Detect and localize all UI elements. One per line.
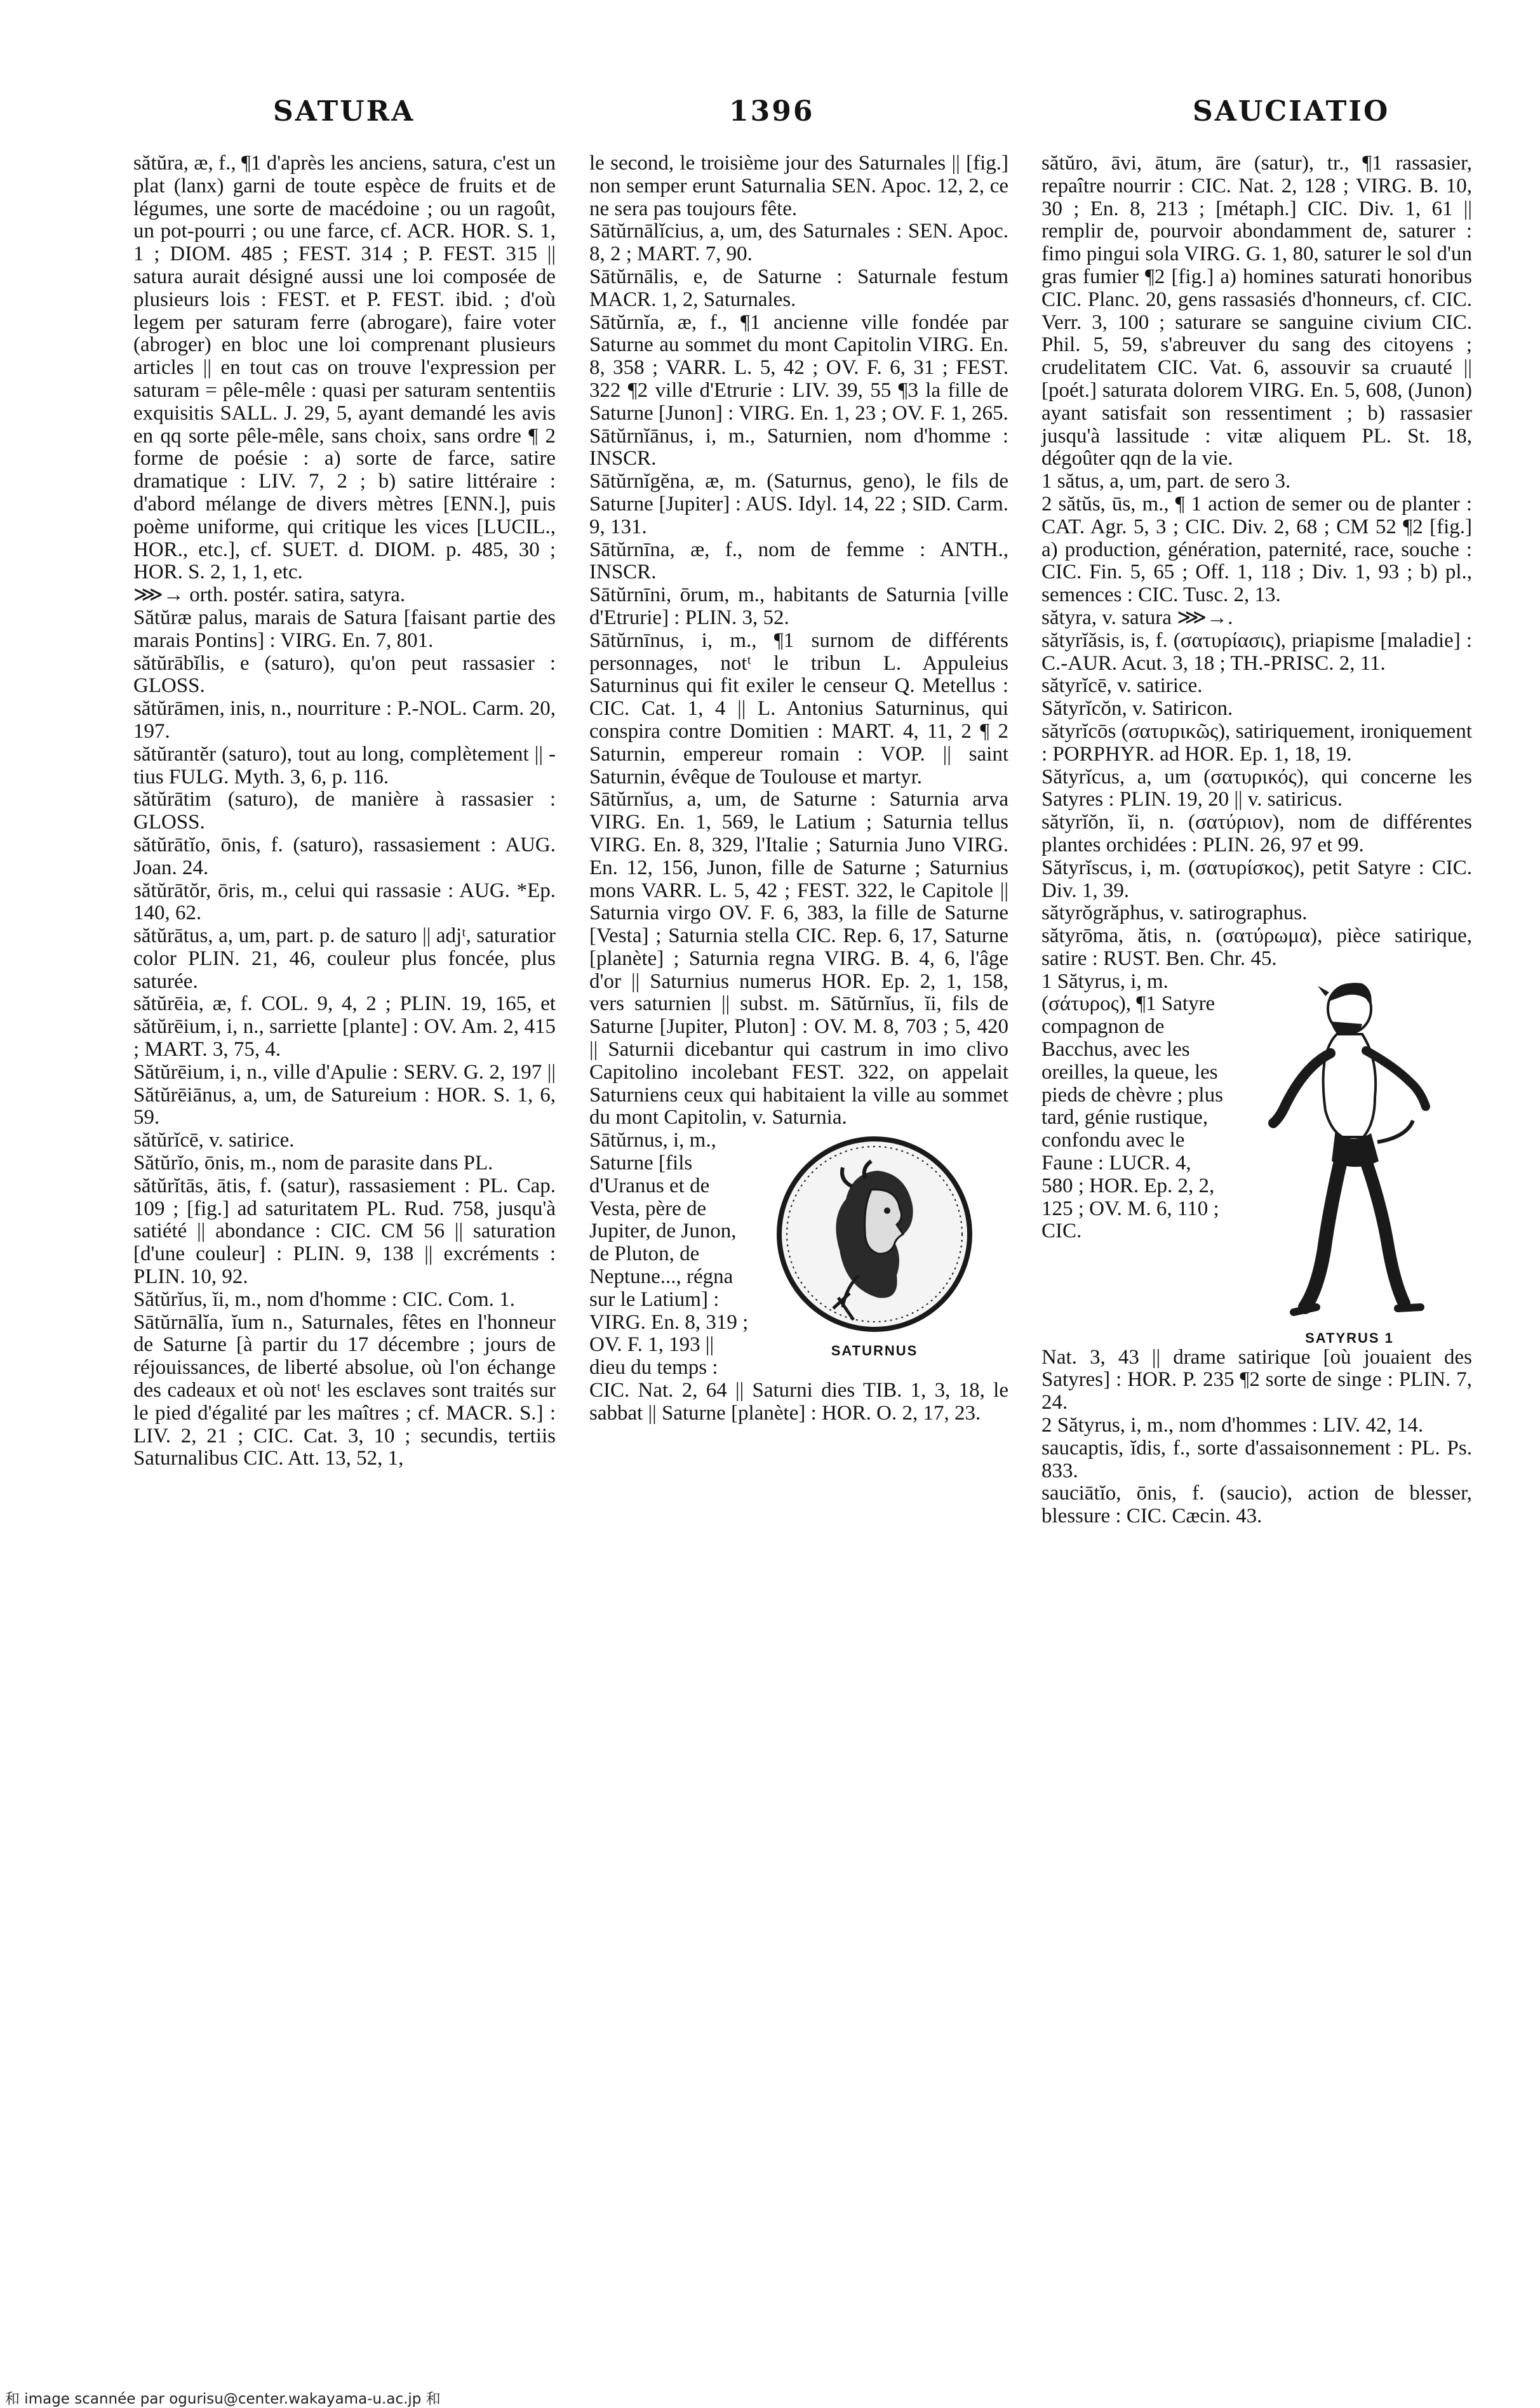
satyrus-entry-with-illustration [1041, 971, 1472, 1347]
entry-satyricos: sătyrĭcōs (σατυρικῶς), satiriquement, ironiquement : PORPHYR. ad HOR. Ep. 1, 18, 19. [1041, 719, 1472, 766]
entry-satyra: sătyra, v. satura ⋙→. [1041, 606, 1233, 629]
entry-saturninus: Sātŭrnīnus, i, m., ¶1 surnom de différents personnages, notᵗ le tribun L. Appuleius Saturninus qui fit exiler le censeur Q. Metellus : CIC. Cat. 1, 4 || L. Antonius Saturninus, qui conspira contre Domitien : MART. 4, 11, 2 ¶ 2 Saturnin, empereur romain : VOP. || saint Saturnin, évêque de Toulouse et martyr. [589, 629, 1008, 788]
entry-saturator: sătŭrātŏr, ōris, m., celui qui rassasie : AUG. *Ep. 140, 62. [133, 879, 556, 925]
entry-saturnus-cont: CIC. Nat. 2, 64 || Saturni dies TIB. 1, 3, 18, le sabbat || Saturne [planète] : HOR. O. 2, 17, 23. [589, 1379, 1008, 1425]
entry-saturnini: Sātŭrnīni, ōrum, m., habitants de Saturnia [ville d'Etrurie] : PLIN. 3, 52. [589, 583, 1008, 629]
entry-saturio: Sătŭrĭo, ōnis, m., nom de parasite dans PL. [133, 1152, 493, 1175]
column-1 [133, 152, 556, 1470]
entry-satyrice: sătyrĭcē, v. satirice. [1041, 674, 1203, 698]
entry-satyrographus: sătyrŏgrăphus, v. satirographus. [1041, 901, 1308, 925]
entry-saturo: sătŭro, āvi, ātum, āre (satur), tr., ¶1 rassasier, repaître nourrir : CIC. Nat. 2, 128 ; VIRG. B. 10, 30 ; En. 8, 213 ; [métaph.] CIC. Div. 1, 61 || remplir de, pourvoir abondamment de, saturer : fimo pingui sola VIRG. G. 1, 80, saturer le sol d'un gras fumier ¶2 [fig.] a) homines saturati honoribus CIC. Planc. 20, gens rassasiés d'honneurs, cf. CIC. Verr. 3, 100 ; saturare se sanguine civium CIC. Phil. 5, 59, s'abreuver du sang des citoyens ; crudelitatem CIC. Vat. 6, assouvir sa cruauté || [poét.] saturata dolorem VIRG. En. 5, 608, (Junon) ayant satisfait son ressentiment ; b) rassasier jusqu'à lassitude : vitæ aliquem PL. St. 18, dégoûter qqn de la vie. [1041, 152, 1472, 470]
satyrus-figure-image [1254, 971, 1445, 1326]
entry-saturatio: sătŭrātĭo, ōnis, f. (saturo), rassasiement : AUG. Joan. 24. [133, 833, 556, 879]
entry-saturamen: sătŭrāmen, inis, n., nourriture : P.-NOL. Carm. 20, 197. [133, 697, 556, 743]
saturnus-caption: SATURNUS [831, 1343, 918, 1359]
entry-saturnus: Sātŭrnus, i, m., Saturne [fils d'Uranus et de Vesta, père de Jupiter, de Junon, de Pluton, de Neptune..., régna sur le Latium] : VIRG. En. 8, 319 ; OV. F. 1, 193 || dieu du temps : [589, 1129, 749, 1380]
entry-satus-2: 2 sătŭs, ūs, m., ¶ 1 action de semer ou de planter : CAT. Agr. 5, 3 ; CIC. Div. 2, 68 ; CM 52 ¶2 [fig.] a) production, génération, paternité, race, souche : CIC. Fin. 5, 65 ; Off. 1, 118 ; Div. 1, 93 ; b) pl., semences : CIC. Tusc. 2, 13. [1041, 492, 1472, 607]
entry-satyrion: sătyrĭŏn, ĭi, n. (σατύριον), nom de différentes plantes orchidées : PLIN. 26, 97 et 99. [1041, 811, 1472, 856]
satyrus-illustration [1232, 971, 1467, 1347]
entry-satyrus-1: 1 Sătyrus, i, m. (σάτυρος), ¶1 Satyre compagnon de Bacchus, avec les oreilles, la queue, les pieds de chèvre ; plus tard, génie rustique, confondu avec le Faune : LUCR. 4, 580 ; HOR. Ep. 2, 2, 125 ; OV. M. 6, 110 ; CIC. [1041, 969, 1223, 1243]
entry-saucaptis: saucaptis, ĭdis, f., sorte d'assaisonnement : PL. Ps. 833. [1041, 1436, 1472, 1482]
column-3 [1041, 152, 1472, 1528]
entry-saturnalia: Sātŭrnālĭa, ĭum n., Saturnales, fêtes en l'honneur de Saturne [à partir du 17 décembre ; jours de réjouissances, de liberté absolue, où l'on échange des cadeaux et où notᵗ les esclaves sont traités sur le pied d'égalité par les maîtres ; cf. MACR. S.] : LIV. 2, 21 ; CIC. Cat. 3, 10 ; secundis, tertiis Saturnalibus CIC. Att. 13, 52, 1, [133, 1310, 556, 1470]
entry-saturnius: Sātŭrnĭus, a, um, de Saturne : Saturnia arva VIRG. En. 1, 569, le Latium ; Saturnia tellus VIRG. En. 8, 329, l'Italie ; Saturnia Juno VIRG. En. 12, 156, Junon, fille de Saturne ; Saturnius mons VARR. L. 5, 42 ; FEST. 322, le Capitole || Saturnia virgo OV. F. 6, 383, la fille de Saturne [Vesta] ; Saturnia stella CIC. Rep. 6, 17, Saturne [planète] ; Saturnia regna VIRG. B. 4, 6, l'âge d'or || Saturnius numerus HOR. Ep. 2, 1, 158, vers saturnien || subst. m. Sātŭrnĭus, ĭi, fils de Saturne [Jupiter, Pluton] : OV. M. 8, 703 ; 5, 420 || Saturnii dicebantur qui castrum in imo clivo Capitolino incolebant FEST. 322, on appelait Saturniens ceux qui habitaient la ville au sommet du mont Capitolin, v. Saturnia. [589, 788, 1008, 1129]
scan-credit: 和 image scannée par ogurisu@center.wakayama-u.ac.jp 和 [5, 2391, 441, 2407]
entry-satyriasis: sătyrĭăsis, is, f. (σατυρίασις), priapisme [maladie] : C.-AUR. Acut. 3, 18 ; TH.-PRISC. 2, 11. [1041, 629, 1472, 675]
entry-saturitas: sătŭrĭtās, ātis, f. (satur), rassasiement : PL. Cap. 109 ; [fig.] ad saturitatem PL. Rud. 758, jusqu'à satiété || abondance : CIC. CM 56 || saturation [d'une couleur] : PLIN. 9, 138 || excréments : PLIN. 10, 92. [133, 1174, 556, 1289]
entry-saturnina: Sātŭrnīna, æ, f., nom de femme : ANTH., INSCR. [589, 538, 1008, 584]
entry-satyroma: sătyrōma, ătis, n. (σατύρωμα), pièce satirique, satire : RUST. Ben. Chr. 45. [1041, 924, 1472, 970]
entry-saturnianus: Sātŭrnĭānus, i, m., Saturnien, nom d'homme : INSCR. [589, 424, 1008, 470]
saturnus-coin-image [770, 1129, 979, 1339]
entry-saturius: Sătŭrĭus, ĭi, m., nom d'homme : CIC. Com. 1. [133, 1287, 515, 1311]
satyrus-caption: SATYRUS 1 [1305, 1329, 1394, 1346]
running-head-right: SAUCIATIO [1193, 95, 1390, 128]
entry-saturnalis: Sātŭrnālis, e, de Saturne : Saturnale festum MACR. 1, 2, Saturnales. [589, 265, 1008, 311]
entry-satureium: Sătŭrēium, i, n., ville d'Apulie : SERV. G. 2, 197 || Sătŭrēiānus, a, um, de Satureium : HOR. S. 1, 6, 59. [133, 1060, 556, 1129]
entry-saturnalia-cont: le second, le troisième jour des Saturnales || [fig.] non semper erunt Saturnalia SEN. Apoc. 12, 2, ce ne sera pas toujours fête. [589, 152, 1008, 220]
column-2 [589, 152, 1008, 1425]
entry-satyricus: Sătyrĭcus, a, um (σατυρικός), qui concerne les Satyres : PLIN. 19, 20 || v. satiricus. [1041, 765, 1472, 811]
entry-saturice: sătŭrĭcē, v. satirice. [133, 1129, 295, 1152]
entry-saturatus: sătŭrātus, a, um, part. p. de saturo || adjᵗ, saturatior color PLIN. 21, 46, couleur plus foncée, plus saturée. [133, 924, 556, 993]
entry-saturnia: Sātŭrnĭa, æ, f., ¶1 ancienne ville fondée par Saturne au sommet du mont Capitolin VIRG. En. 8, 358 ; VARR. L. 5, 42 ; OV. F. 6, 31 ; FEST. 322 ¶2 ville d'Etrurie : LIV. 39, 55 ¶3 la fille de Saturne [Junon] : VIRG. En. 1, 23 ; OV. F. 1, 265. [589, 310, 1008, 425]
saturnus-illustration [760, 1129, 989, 1380]
running-head-left: SATURA [273, 95, 415, 128]
entry-sauciatio: sauciātĭo, ōnis, f. (saucio), action de blesser, blessure : CIC. Cæcin. 43. [1041, 1482, 1472, 1528]
entry-satyricon: Sătyrĭcŏn, v. Satiricon. [1041, 697, 1233, 721]
entry-satyrus-1-cont: Nat. 3, 43 || drame satirique [où jouaient des Satyres] : HOR. P. 235 ¶2 sorte de singe : PLIN. 7, 24. [1041, 1345, 1472, 1414]
entry-satura: sătŭra, æ, f., ¶1 d'après les anciens, satura, c'est un plat (lanx) garni de toute espèce de fruits et de légumes, une sorte de macédoine ; ou un ragoût, un pot-pourri ; ou une farce, cf. ACR. HOR. S. 1, 1 ; DIOM. 485 ; FEST. 314 ; P. FEST. 315 || satura aurait désigné aussi une loi composée de plusieurs lois : FEST. et P. FEST. ibid. ; d'où legem per saturam ferre (abrogare), faire voter (abroger) en bloc une loi comprenant plusieurs articles || en tout cas on trouve l'expression per saturam = pêle-mêle : quasi per saturam sententiis exquisitis SALL. J. 29, 5, ayant demandé les avis en qq sorte pêle-mêle, sans choix, sans ordre ¶ 2 forme de poésie : a) sorte de farce, satire dramatique : LIV. 7, 2 ; b) satire littéraire : d'abord mélange de divers mètres [ENN.], puis poème uniforme, qui critique les vices [LUCIL., HOR., etc.], cf. SUET. d. DIOM. p. 485, 30 ; HOR. S. 2, 1, 1, etc. [133, 152, 556, 584]
page-number: 1396 [729, 95, 815, 128]
entry-orth-note: ⋙→ orth. postér. satira, satyra. [133, 583, 406, 607]
entry-saturabilis: sătŭrābĭlis, e (saturo), qu'on peut rassasier : GLOSS. [133, 651, 556, 698]
entry-satyrus-2: 2 Sătyrus, i, m., nom d'hommes : LIV. 42, 14. [1041, 1414, 1424, 1437]
entry-saturatim: sătŭrātim (saturo), de manière à rassasier : GLOSS. [133, 788, 556, 834]
entry-saturae-palus: Sătŭræ palus, marais de Satura [faisant partie des marais Pontins] : VIRG. En. 7, 801. [133, 606, 556, 652]
entry-satyriscus: Sătyrĭscus, i, m. (σατυρίσκος), petit Satyre : CIC. Div. 1, 39. [1041, 856, 1472, 902]
entry-saturnalicius: Sātŭrnālĭcius, a, um, des Saturnales : SEN. Apoc. 8, 2 ; MART. 7, 90. [589, 220, 1008, 266]
entry-satus-1: 1 sătus, a, um, part. de sero 3. [1041, 470, 1291, 493]
entry-saturanter: sătŭrantĕr (saturo), tout au long, complètement || -tius FULG. Myth. 3, 6, p. 116. [133, 742, 556, 788]
entry-satureia: sătŭrēia, æ, f. COL. 9, 4, 2 ; PLIN. 19, 165, et sătŭrēium, i, n., sarriette [plante] : OV. Am. 2, 415 ; MART. 3, 75, 4. [133, 992, 556, 1061]
entry-saturnigena: Sātŭrnĭgĕna, æ, m. (Saturnus, geno), le fils de Saturne [Jupiter] : AUS. Idyl. 14, 22 ; SID. Carm. 9, 131. [589, 470, 1008, 538]
saturnus-entry-with-illustration [589, 1129, 1008, 1380]
